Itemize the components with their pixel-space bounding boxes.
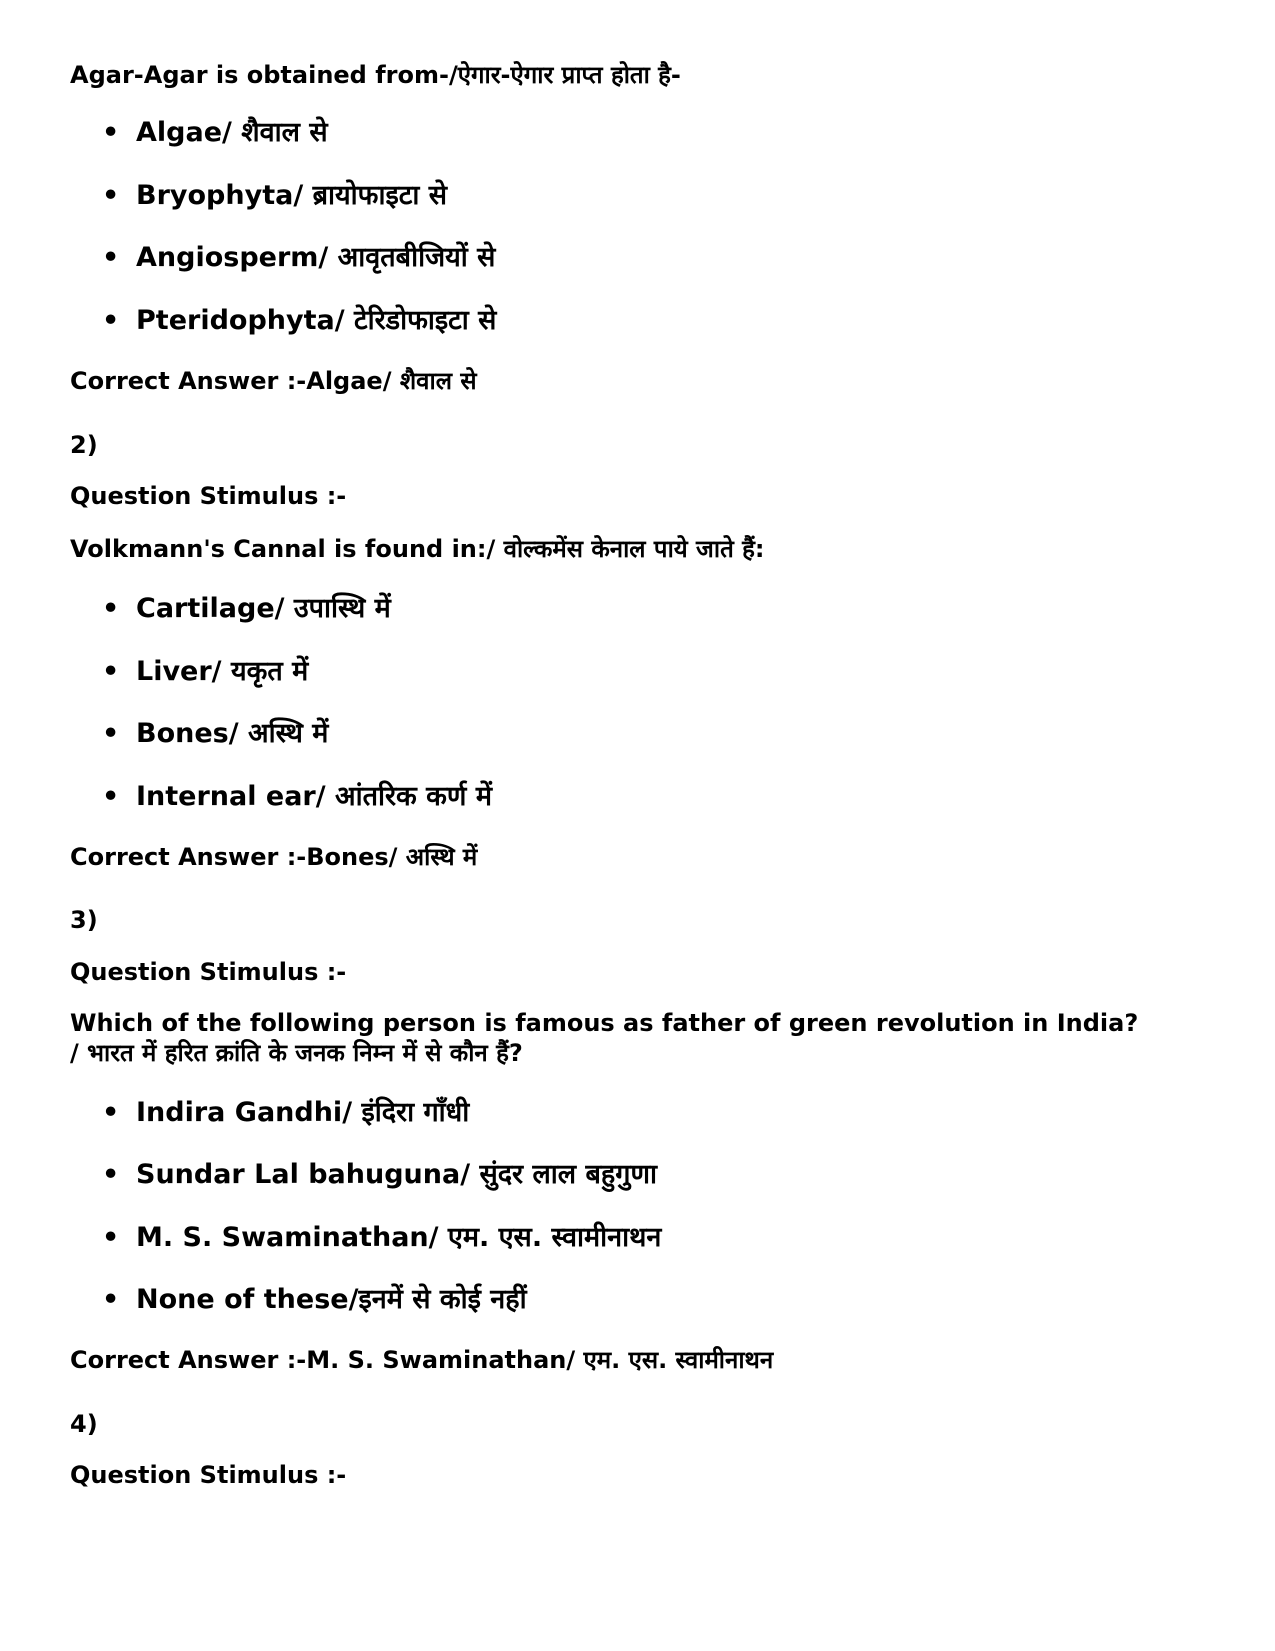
question-3-stem — [70, 1008, 1220, 1068]
question-2-option-4 — [102, 780, 492, 814]
question-3-correct-answer: Correct Answer :-M. S. Swaminathan/ एम. एस. स्वामीनाथन — [70, 1346, 774, 1374]
option-text: M. S. Swaminathan/ एम. एस. स्वामीनाथन — [136, 1222, 662, 1253]
question-4-stimulus-label: Question Stimulus :- — [70, 1461, 347, 1489]
question-2-stem: Volkmann's Cannal is found in:/ वोल्कमेंस केनाल पाये जाते हैं: — [70, 535, 765, 563]
question-1-option-4 — [102, 304, 496, 338]
option-text: Algae/ शैवाल से — [136, 117, 328, 148]
question-3-option-3 — [102, 1221, 661, 1255]
question-2-option-3 — [102, 717, 328, 751]
option-text: Bryophyta/ ब्रायोफाइटा से — [136, 180, 447, 211]
question-3-option-4 — [102, 1283, 527, 1317]
question-4-number: 4) — [70, 1410, 98, 1438]
option-text: Internal ear/ आंतरिक कर्ण में — [136, 781, 492, 812]
option-text: Cartilage/ उपास्थि में — [136, 593, 391, 624]
bullet-icon: • — [102, 781, 120, 812]
question-2-correct-answer: Correct Answer :-Bones/ अस्थि में — [70, 843, 478, 871]
question-3-stem-english: Which of the following person is famous as father of green revolution in India? — [70, 1009, 1139, 1037]
option-text: Liver/ यकृत में — [136, 656, 309, 687]
question-2-number: 2) — [70, 431, 98, 459]
option-text: Pteridophyta/ टेरिडोफाइटा से — [136, 305, 497, 336]
option-text: Indira Gandhi/ इंदिरा गाँधी — [136, 1097, 470, 1128]
bullet-icon: • — [102, 656, 120, 687]
question-2-option-2 — [102, 655, 308, 689]
question-3-stem-hindi: / भारत में हरित क्रांति के जनक निम्न में से कौन हैं? — [70, 1039, 523, 1067]
bullet-icon: • — [102, 1159, 120, 1190]
bullet-icon: • — [102, 1097, 120, 1128]
question-1-option-1 — [102, 116, 328, 150]
bullet-icon: • — [102, 1284, 120, 1315]
bullet-icon: • — [102, 117, 120, 148]
question-3-option-1 — [102, 1096, 469, 1130]
question-2-stimulus-label: Question Stimulus :- — [70, 482, 347, 510]
question-3-stimulus-label: Question Stimulus :- — [70, 958, 347, 986]
question-1-option-3 — [102, 241, 495, 275]
bullet-icon: • — [102, 718, 120, 749]
question-1-stem: Agar-Agar is obtained from-/ऐगार-ऐगार प्राप्त होता है- — [70, 61, 681, 89]
option-text: Sundar Lal bahuguna/ सुंदर लाल बहुगुणा — [136, 1159, 657, 1190]
option-text: None of these/इनमें से कोई नहीं — [136, 1284, 527, 1315]
question-3-number: 3) — [70, 906, 98, 934]
question-1-option-2 — [102, 179, 447, 213]
bullet-icon: • — [102, 180, 120, 211]
question-2-option-1 — [102, 592, 391, 626]
bullet-icon: • — [102, 305, 120, 336]
question-1-correct-answer: Correct Answer :-Algae/ शैवाल से — [70, 367, 477, 395]
bullet-icon: • — [102, 242, 120, 273]
bullet-icon: • — [102, 1222, 120, 1253]
option-text: Angiosperm/ आवृतबीजियों से — [136, 242, 496, 273]
question-3-option-2 — [102, 1158, 657, 1192]
option-text: Bones/ अस्थि में — [136, 718, 329, 749]
bullet-icon: • — [102, 593, 120, 624]
